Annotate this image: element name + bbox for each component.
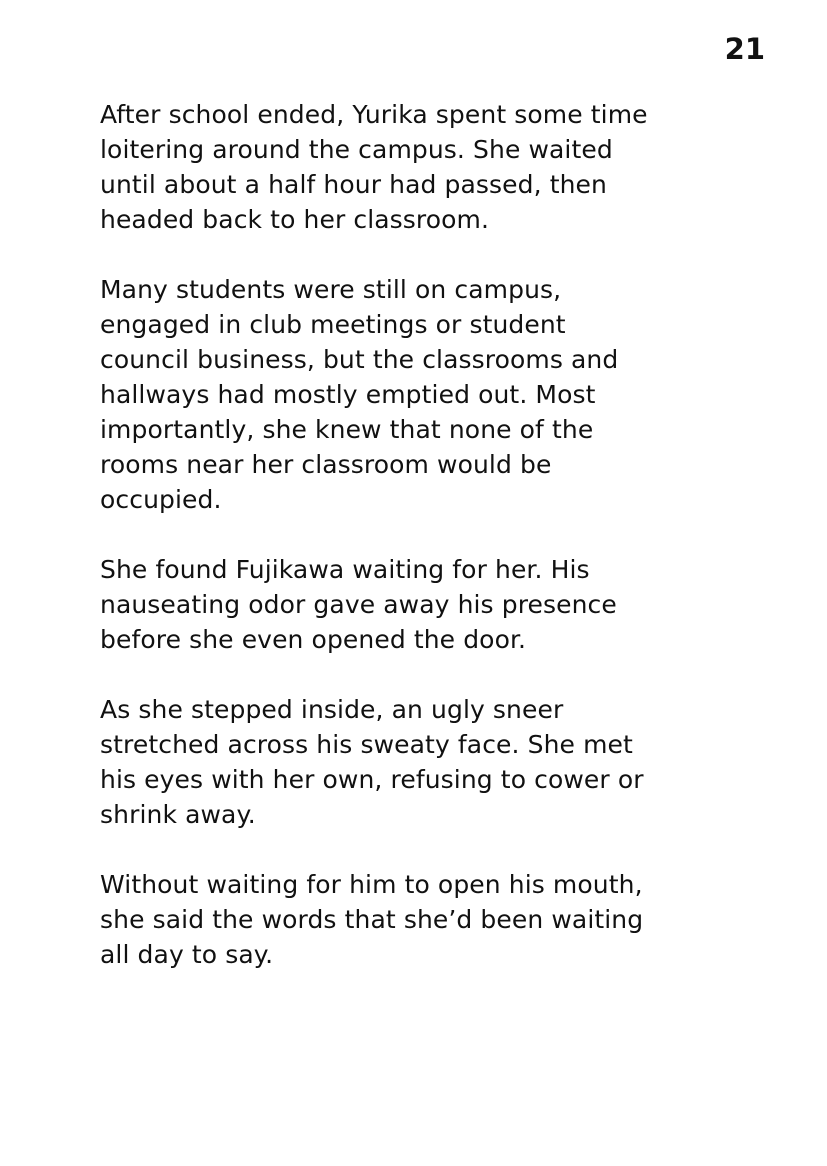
text-line: before she even opened the door. [100, 625, 527, 654]
text-line: stretched across his sweaty face. She met [100, 730, 633, 759]
text-line: hallways had mostly emptied out. Most [100, 380, 596, 409]
text-line: shrink away. [100, 800, 256, 829]
text-line: importantly, she knew that none of the [100, 415, 594, 444]
text-line: his eyes with her own, refusing to cower or [100, 765, 644, 794]
text-line: Without waiting for him to open his mouth, [100, 870, 643, 899]
text-line: she said the words that she’d been waiting [100, 905, 644, 934]
text-line: As she stepped inside, an ugly sneer [100, 695, 564, 724]
text-line: Many students were still on campus, [100, 275, 562, 304]
text-line: After school ended, Yurika spent some time [100, 100, 648, 129]
text-line: nauseating odor gave away his presence [100, 590, 617, 619]
text-line: loitering around the campus. She waited [100, 135, 613, 164]
text-line: engaged in club meetings or student [100, 310, 566, 339]
paragraph [100, 97, 780, 237]
text-line: all day to say. [100, 940, 274, 969]
body-text [100, 97, 780, 1007]
text-line: until about a half hour had passed, then [100, 170, 607, 199]
paragraph [100, 272, 780, 517]
text-line: She found Fujikawa waiting for her. His [100, 555, 590, 584]
paragraph [100, 552, 780, 657]
page-number: 21 [724, 32, 765, 66]
paragraph [100, 692, 780, 832]
paragraph [100, 867, 780, 972]
text-line: occupied. [100, 485, 222, 514]
text-line: rooms near her classroom would be [100, 450, 552, 479]
text-line: headed back to her classroom. [100, 205, 490, 234]
text-line: council business, but the classrooms and [100, 345, 619, 374]
